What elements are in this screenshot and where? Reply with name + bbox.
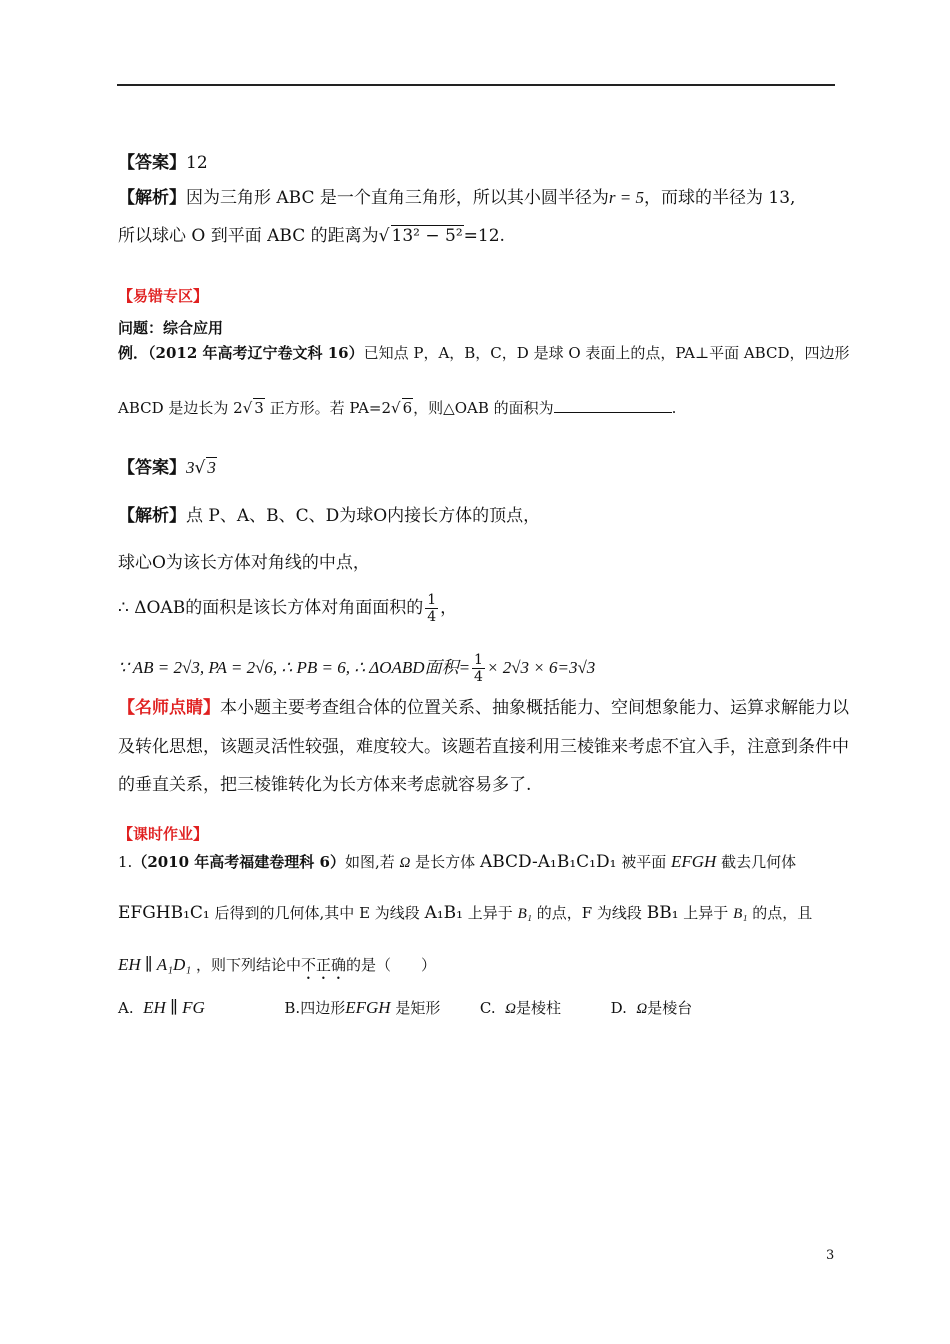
tip-line-2: 及转化思想，该题灵活性较强，难度较大。该题若直接利用三棱锥来考虑不宜入手，注意到条件中 — [118, 737, 849, 757]
homework-q1-line-1: 1.（2010 年高考福建卷理科 6）如图,若 Ω 是长方体 ABCD-A₁B₁C₁D₁ 被平面 EFGH 截去几何体 — [118, 852, 797, 872]
homework-q1-options — [118, 998, 692, 1019]
tip-line-1: 【名师点睛】本小题主要考查组合体的位置关系、抽象概括能力、空间想象能力、运算求解能力以 — [118, 698, 849, 718]
error-zone-title: 【易错专区】 — [118, 287, 209, 305]
homework-q1-line-2: EFGHB₁C₁ 后得到的几何体,其中 E 为线段 A₁B₁ 上异于 B₁ 的点，F 为线段 BB₁ 上异于 B₁ 的点，且 — [118, 903, 813, 923]
analysis-2-line-4: ∵ AB = 2√3, PA = 2√6, ∴ PB = 6, ∴ ΔOABD面积= $\frac{1}{4}$ × 2√3 × 6=3√3 — [118, 652, 596, 685]
answer-line-1: 【答案】12 — [118, 153, 208, 173]
answer-blank — [554, 398, 672, 413]
analysis-2-line-3: ∴ ΔOAB的面积是该长方体对角面面积的 $\frac{1}{4}$ ， — [118, 592, 458, 625]
analysis-line-2: 所以球心 O 到平面 ABC 的距离为√ 13² − 5²=12. — [118, 226, 505, 246]
homework-q1-line-3: EH ∥ A₁D₁ ，则下列结论中不正确的是（ ） — [118, 955, 437, 974]
option-a: A. EH ∥ FG — [118, 998, 205, 1017]
page-number: 3 — [826, 1248, 835, 1263]
problem-label: 问题：综合应用 — [118, 319, 224, 337]
fraction-quarter: $\frac{1}{4}$ — [427, 592, 437, 625]
option-c: C. Ω是棱柱 — [479, 999, 562, 1017]
analysis-2-line-1: 【解析】点 P、A、B、C、D为球O内接长方体的顶点， — [118, 506, 541, 526]
option-d: D. Ω是棱台 — [610, 999, 693, 1017]
tip-line-3: 的垂直关系，把三棱锥转化为长方体来考虑就容易多了. — [118, 775, 532, 795]
fraction-quarter-2: $\frac{1}{4}$ — [474, 652, 483, 685]
header-rule — [117, 84, 835, 86]
example-line-1: 例．（2012 年高考辽宁卷文科 16）已知点 P，A，B，C，D 是球 O 表面上的点，PA⊥平面 ABCD，四边形 — [118, 344, 850, 362]
homework-title: 【课时作业】 — [118, 825, 209, 843]
analysis-2-line-2: 球心O为该长方体对角线的中点， — [118, 553, 370, 573]
example-line-2: ABCD 是边长为 2√ 3 正方形。若 PA=2√ 6，则△OAB 的面积为 . — [118, 399, 677, 417]
analysis-line-1: 【解析】因为三角形 ABC 是一个直角三角形，所以其小圆半径为r = 5，而球的半径为 13, — [118, 188, 796, 208]
option-b: B.四边形EFGH 是矩形 — [284, 998, 441, 1017]
answer-line-2: 【答案】3√ 3 — [118, 458, 216, 478]
